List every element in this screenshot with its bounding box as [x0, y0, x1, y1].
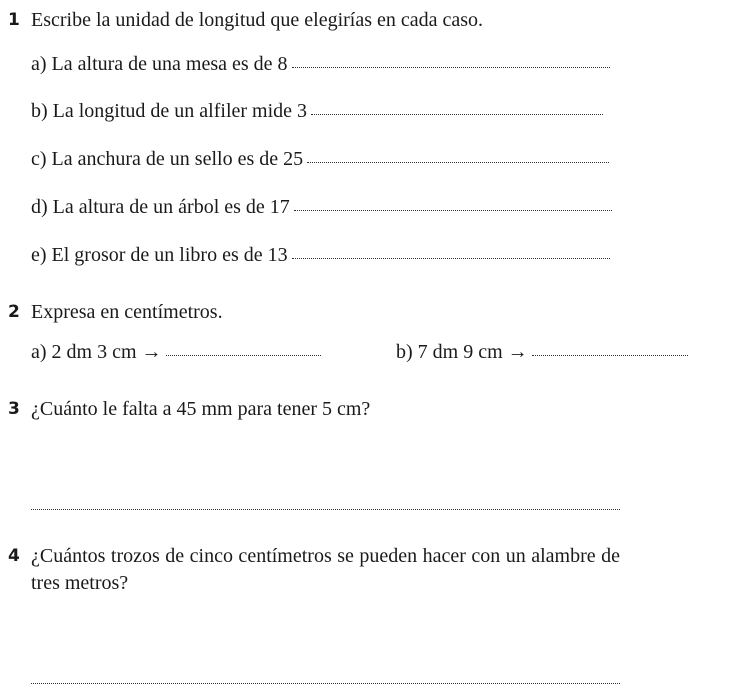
- item-text: d) La altura de un árbol es de 17: [31, 196, 290, 218]
- item-text: a) 2 dm 3 cm →: [31, 341, 162, 363]
- exercise-statement: Expresa en centímetros.: [31, 301, 223, 323]
- exercise-number: 2: [8, 302, 20, 322]
- answer-blank[interactable]: [166, 354, 321, 356]
- exercise-item-e: [31, 242, 610, 269]
- item-text: a) La altura de una mesa es de 8: [31, 53, 288, 75]
- item-text: c) La anchura de un sello es de 25: [31, 148, 304, 170]
- exercise-statement: ¿Cuántos trozos de cinco centímetros se pueden hacer con un alambre de tres metros?: [31, 545, 620, 594]
- answer-blank[interactable]: [292, 66, 610, 68]
- exercise-item-a: [31, 51, 610, 78]
- exercise-item-b: [31, 98, 603, 125]
- item-text: e) El grosor de un libro es de 13: [31, 244, 288, 266]
- exercise-item-d: [31, 194, 612, 221]
- answer-blank[interactable]: [294, 209, 612, 211]
- item-text: b) La longitud de un alfiler mide 3: [31, 100, 308, 122]
- exercise-number: 3: [8, 399, 20, 419]
- exercise-statement: Escribe la unidad de longitud que elegirías en cada caso.: [31, 9, 484, 31]
- answer-blank[interactable]: [311, 113, 603, 115]
- answer-blank[interactable]: [532, 354, 688, 356]
- exercise-statement: ¿Cuánto le falta a 45 mm para tener 5 cm?: [31, 398, 371, 420]
- answer-blank[interactable]: [292, 257, 610, 259]
- exercise-item-b: [396, 339, 688, 366]
- exercise-number: 4: [8, 546, 20, 566]
- answer-line[interactable]: [31, 509, 620, 510]
- exercise-item-a: [31, 339, 321, 366]
- item-text: b) 7 dm 9 cm →: [396, 341, 528, 363]
- exercise-number: 1: [8, 10, 20, 30]
- answer-blank[interactable]: [307, 161, 609, 163]
- answer-line[interactable]: [31, 683, 620, 684]
- exercise-item-c: [31, 146, 609, 173]
